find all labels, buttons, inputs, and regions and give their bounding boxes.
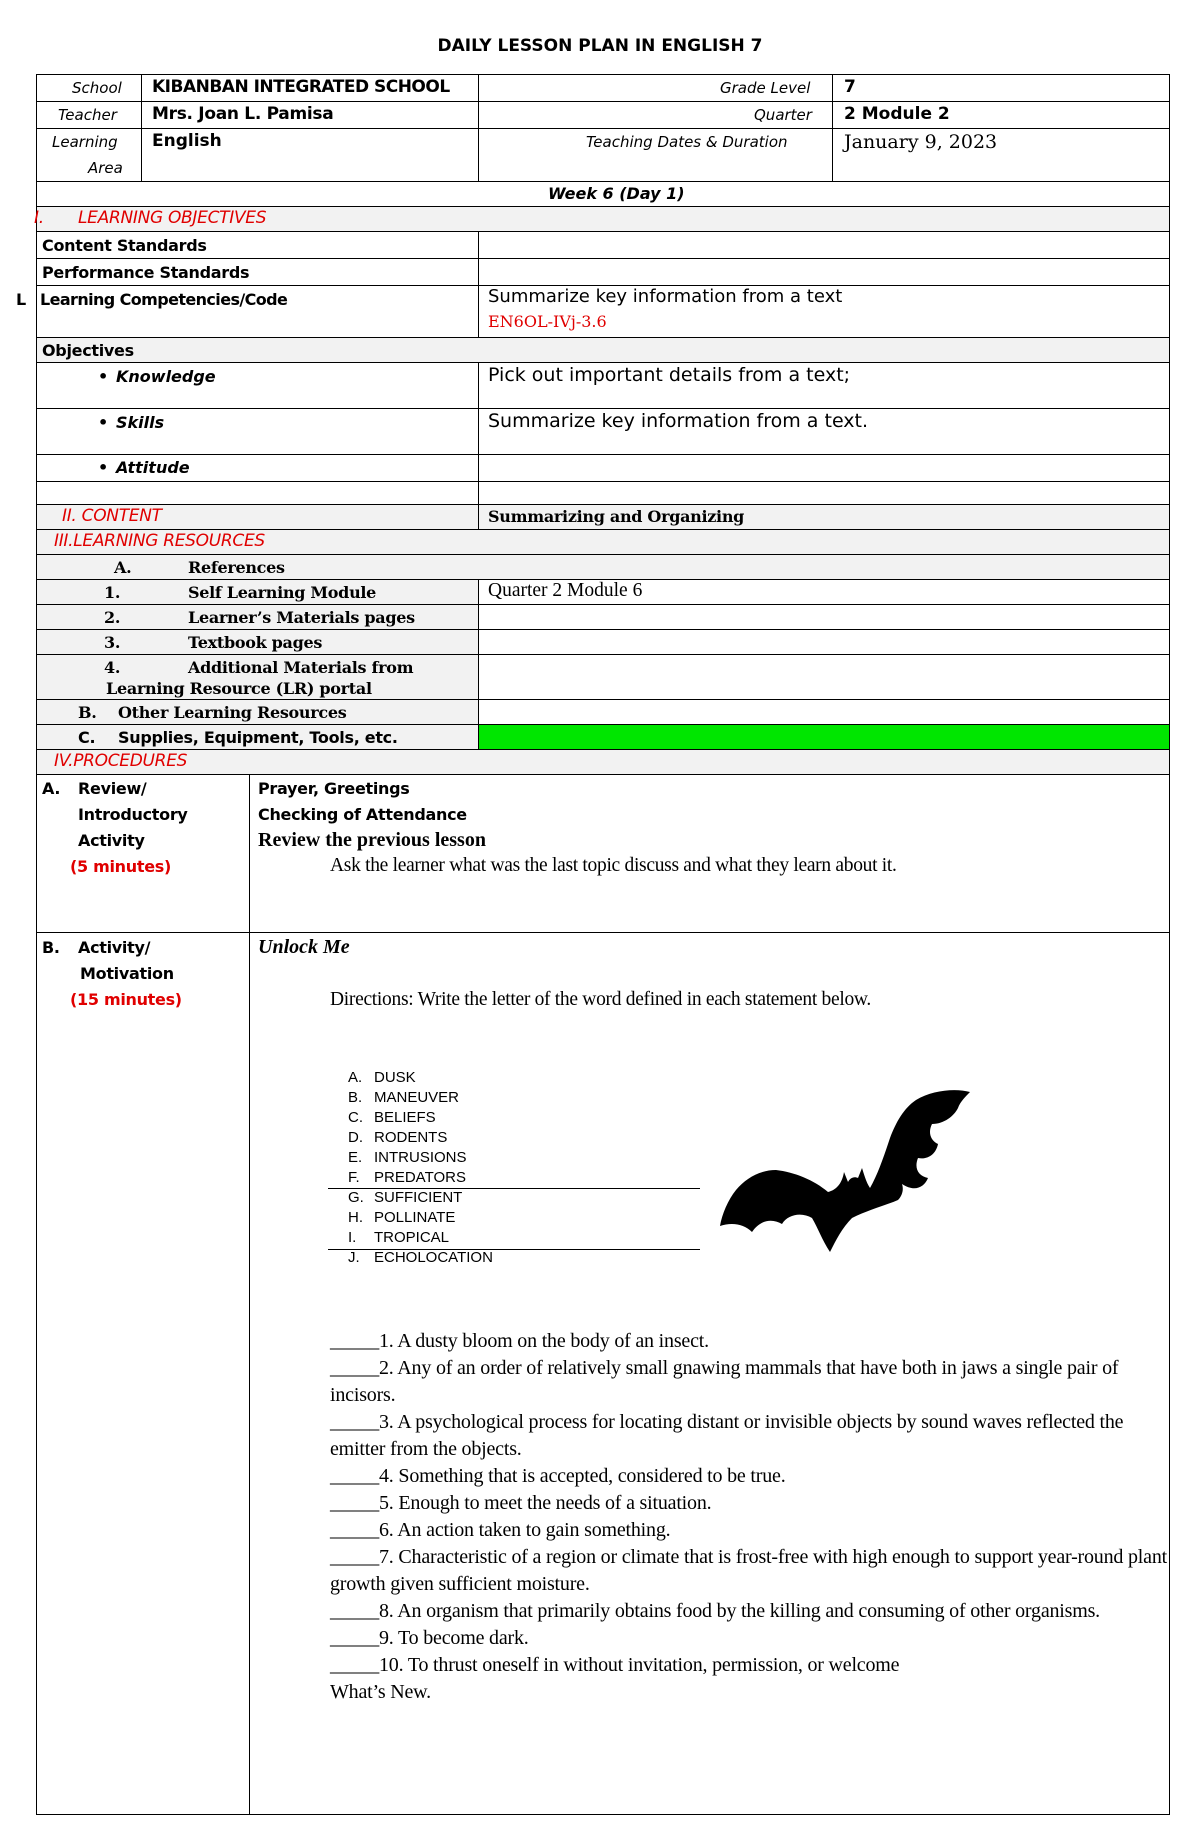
spacer-value-cell: [478, 481, 1170, 505]
attitude-value-cell: [478, 454, 1170, 482]
performance-standards-value-cell: [478, 258, 1170, 286]
definition-item: _____1. A dusty bloom on the body of an insect.: [330, 1330, 709, 1352]
word-text: SUFFICIENT: [374, 1189, 463, 1206]
review-line-previous: Review the previous lesson: [258, 829, 486, 851]
definition-item: _____7. Characteristic of a region or climate that is frost-free with high enough to support year-round plant growth given sufficient moisture.: [330, 1546, 1167, 1595]
bat-illustration: [718, 1072, 974, 1272]
dates-value: January 9, 2023: [844, 131, 998, 153]
content-text: Summarizing and Organizing: [488, 507, 745, 526]
learners-materials-value-cell: [478, 604, 1170, 630]
definition-item: _____5. Enough to meet the needs of a situation.: [330, 1492, 712, 1514]
additional-materials-value-cell: [478, 654, 1170, 700]
objectives-section-number: I.: [34, 208, 44, 228]
word-list-divider: [328, 1249, 700, 1250]
word-text: TROPICAL: [374, 1229, 450, 1246]
word-letter: E.: [348, 1149, 363, 1166]
word-letter: B.: [348, 1089, 363, 1106]
textbook-number: 3.: [104, 633, 121, 652]
word-text: PREDATORS: [374, 1169, 466, 1186]
word-item: [348, 1148, 493, 1168]
dates-label: Teaching Dates & Duration: [586, 133, 788, 151]
activity-number: B.: [42, 938, 60, 957]
teacher-label: Teacher: [58, 106, 117, 124]
definition-item: _____8. An organism that primarily obtains food by the killing and consuming of other organisms.: [330, 1600, 1100, 1622]
module-label: Self Learning Module: [188, 583, 377, 602]
whats-new-label: What’s New.: [330, 1681, 431, 1703]
word-letter: D.: [348, 1129, 363, 1146]
word-text: INTRUSIONS: [374, 1149, 467, 1166]
skills-text: Summarize key information from a text.: [488, 410, 869, 432]
word-text: MANEUVER: [374, 1089, 460, 1106]
word-item: [348, 1168, 493, 1188]
spacer-label-cell: [36, 481, 479, 505]
module-value: Quarter 2 Module 6: [488, 580, 643, 601]
review-time: (5 minutes): [70, 857, 171, 876]
word-letter: G.: [348, 1189, 364, 1206]
word-text: ECHOLOCATION: [374, 1249, 493, 1266]
additional-materials-label-line2: Learning Resource (LR) portal: [106, 679, 372, 698]
word-letter: I.: [348, 1229, 357, 1246]
activity-label-cell: [36, 932, 250, 1815]
review-label-line1: Review/: [78, 779, 147, 798]
references-number: A.: [114, 558, 132, 577]
word-list-divider: [328, 1188, 700, 1189]
skills-bullet: •: [98, 413, 109, 432]
word-item: [348, 1088, 493, 1108]
review-line-question: Ask the learner what was the last topic discuss and what they learn about it.: [330, 855, 897, 876]
competency-code: EN6OL-IVj-3.6: [488, 312, 607, 331]
knowledge-text: Pick out important details from a text;: [488, 364, 851, 386]
word-list: [348, 1068, 493, 1268]
word-text: RODENTS: [374, 1129, 448, 1146]
review-number: A.: [42, 779, 61, 798]
word-letter: J.: [348, 1249, 360, 1266]
definition-item: _____9. To become dark.: [330, 1627, 529, 1649]
definition-item: _____10. To thrust oneself in without invitation, permission, or welcome: [330, 1654, 900, 1676]
word-item: [348, 1188, 493, 1208]
learners-materials-label: Learner’s Materials pages: [188, 608, 415, 627]
definition-item: _____6. An action taken to gain something.: [330, 1519, 671, 1541]
review-line-attendance: Checking of Attendance: [258, 805, 467, 824]
competencies-label: Learning Competencies/Code: [40, 290, 288, 309]
review-label-line2: Introductory: [78, 805, 188, 824]
page-title: DAILY LESSON PLAN IN ENGLISH 7: [437, 36, 763, 56]
activity-title: Unlock Me: [258, 936, 350, 958]
supplies-number: C.: [78, 728, 96, 747]
competency-text: Summarize key information from a text: [488, 286, 843, 307]
activity-time: (15 minutes): [70, 990, 182, 1009]
objectives-label-row: [36, 337, 1170, 363]
week-label: Week 6 (Day 1): [548, 184, 685, 203]
grade-label: Grade Level: [720, 79, 811, 97]
other-resources-number: B.: [78, 703, 97, 722]
content-standards-label: Content Standards: [42, 236, 207, 255]
supplies-value-cell: [478, 724, 1170, 750]
word-item: [348, 1228, 493, 1248]
word-letter: H.: [348, 1209, 363, 1226]
other-resources-value-cell: [478, 699, 1170, 725]
procedures-section-row: [36, 749, 1170, 775]
grade-value: 7: [844, 77, 856, 97]
word-item: [348, 1208, 493, 1228]
word-letter: A.: [348, 1069, 363, 1086]
attitude-bullet: •: [98, 458, 109, 477]
activity-label-line2: Motivation: [80, 964, 174, 983]
definition-items: [330, 1328, 1170, 1706]
procedures-section-title: IV.PROCEDURES: [54, 751, 188, 771]
additional-materials-number: 4.: [104, 658, 121, 677]
resources-section-title: III.LEARNING RESOURCES: [54, 531, 265, 551]
area-label-line2: Area: [88, 159, 123, 177]
definition-item: _____3. A psychological process for locating distant or invisible objects by sound waves reflected the emitter from the objects.: [330, 1411, 1124, 1460]
content-standards-value-cell: [478, 231, 1170, 259]
word-letter: C.: [348, 1109, 363, 1126]
bat-silhouette: [720, 1090, 970, 1252]
quarter-value: 2 Module 2: [844, 104, 950, 124]
skills-label: Skills: [116, 413, 165, 432]
attitude-label: Attitude: [116, 458, 190, 477]
word-item: [348, 1068, 493, 1088]
performance-standards-label: Performance Standards: [42, 263, 250, 282]
quarter-label: Quarter: [754, 106, 812, 124]
area-label-line1: Learning: [52, 133, 118, 151]
school-name: KIBANBAN INTEGRATED SCHOOL: [152, 77, 450, 97]
definition-item: _____2. Any of an order of relatively small gnawing mammals that have both in jaws a single pair of incisors.: [330, 1357, 1119, 1406]
word-text: DUSK: [374, 1069, 416, 1086]
activity-label-line1: Activity/: [78, 938, 151, 957]
word-item: [348, 1128, 493, 1148]
module-number: 1.: [104, 583, 121, 602]
competencies-marker: L: [16, 290, 26, 309]
word-item: [348, 1108, 493, 1128]
word-letter: F.: [348, 1169, 360, 1186]
knowledge-bullet: •: [98, 367, 109, 386]
activity-directions: Directions: Write the letter of the word defined in each statement below.: [330, 989, 871, 1010]
references-label: References: [188, 558, 285, 577]
textbook-value-cell: [478, 629, 1170, 655]
textbook-label: Textbook pages: [188, 633, 323, 652]
definition-item: _____4. Something that is accepted, considered to be true.: [330, 1465, 786, 1487]
content-section-title: II. CONTENT: [62, 506, 162, 526]
objectives-label: Objectives: [42, 341, 134, 360]
teacher-name: Mrs. Joan L. Pamisa: [152, 104, 334, 124]
other-resources-label: Other Learning Resources: [118, 703, 347, 722]
objectives-section-title: LEARNING OBJECTIVES: [78, 208, 267, 228]
additional-materials-label-line1: Additional Materials from: [188, 658, 414, 677]
area-value: English: [152, 131, 222, 151]
review-label-line3: Activity: [78, 831, 145, 850]
word-item: [348, 1248, 493, 1268]
school-label: School: [72, 79, 122, 97]
supplies-label: Supplies, Equipment, Tools, etc.: [118, 728, 398, 747]
grade-value-cell: [832, 74, 1170, 102]
word-text: POLLINATE: [374, 1209, 456, 1226]
learners-materials-number: 2.: [104, 608, 121, 627]
knowledge-label: Knowledge: [116, 367, 216, 386]
review-line-prayer: Prayer, Greetings: [258, 779, 410, 798]
word-text: BELIEFS: [374, 1109, 436, 1126]
